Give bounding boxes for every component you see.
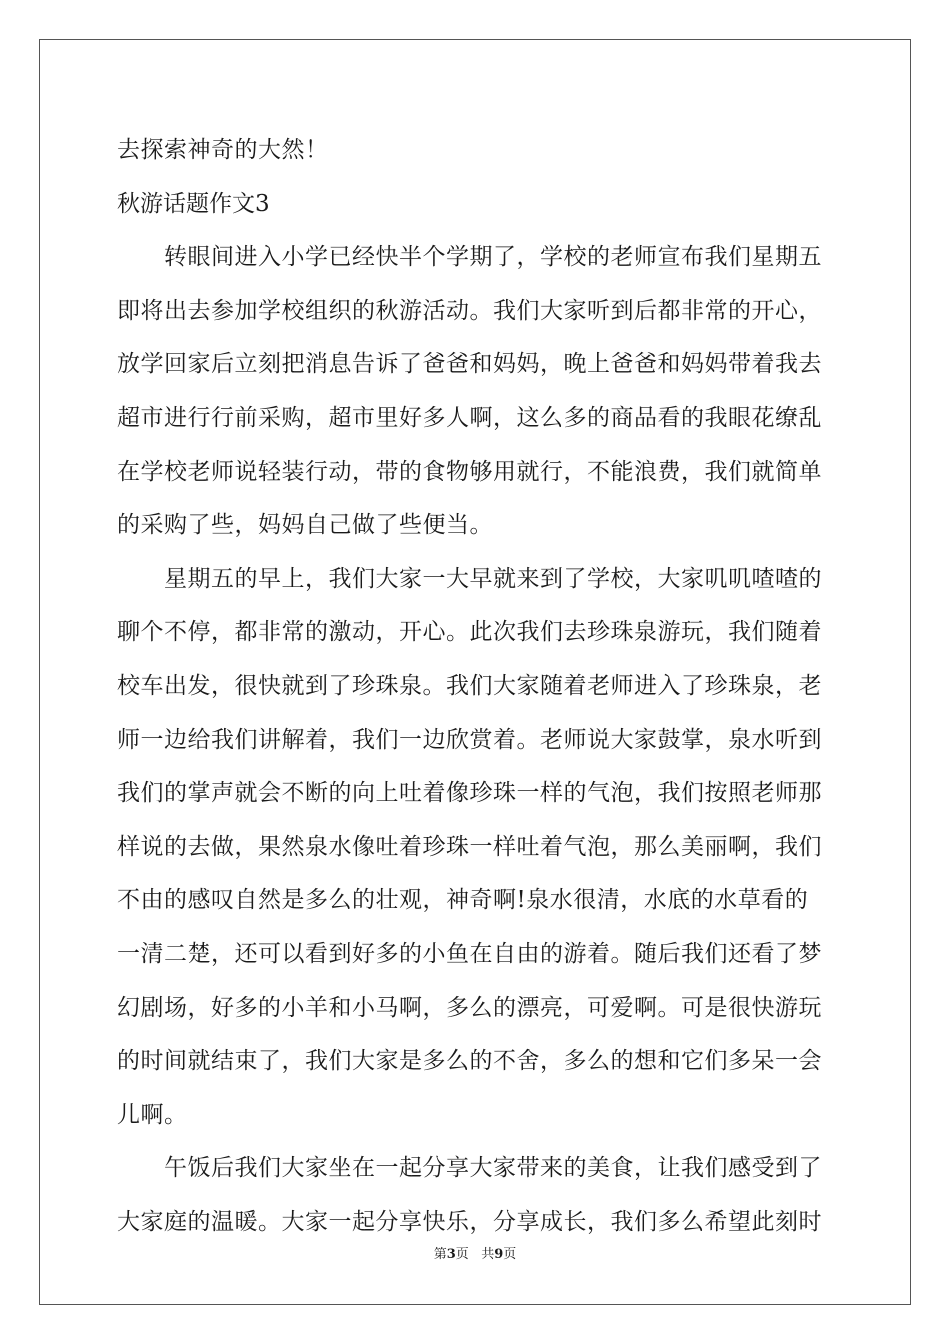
text-line: 在学校老师说轻装行动，带的食物够用就行，不能浪费，我们就简单: [117, 458, 822, 485]
total-page-number: 9: [494, 1247, 504, 1262]
page-label-prefix: 第: [433, 1247, 447, 1262]
text-line: 我们的掌声就会不断的向上吐着像珍珠一样的气泡，我们按照老师那: [117, 780, 822, 807]
text-line: 不由的感叹自然是多么的壮观，神奇啊!泉水很清，水底的水草看的: [117, 887, 809, 914]
text-line: 午饭后我们大家坐在一起分享大家带来的美食，让我们感受到了: [117, 1155, 822, 1182]
page-label-suffix: 页: [455, 1247, 469, 1262]
current-page-number: 3: [446, 1247, 456, 1262]
text-line: 即将出去参加学校组织的秋游活动。我们大家听到后都非常的开心，: [117, 297, 822, 324]
text-line: 幻剧场，好多的小羊和小马啊，多么的漂亮，可爱啊。可是很快游玩: [117, 994, 822, 1021]
text-line: 去探索神奇的大然！: [117, 137, 329, 163]
text-line: 星期五的早上，我们大家一大早就来到了学校，大家叽叽喳喳的: [117, 565, 822, 592]
text-line: 大家庭的温暖。大家一起分享快乐，分享成长，我们多么希望此刻时: [117, 1208, 822, 1235]
text-line: 转眼间进入小学已经快半个学期了，学校的老师宣布我们星期五: [117, 244, 822, 271]
text-line: 的采购了些，妈妈自己做了些便当。: [117, 512, 493, 539]
total-label-suffix: 页: [503, 1247, 517, 1262]
text-line: 师一边给我们讲解着，我们一边欣赏着。老师说大家鼓掌，泉水听到: [117, 726, 822, 753]
text-line: 放学回家后立刻把消息告诉了爸爸和妈妈，晚上爸爸和妈妈带着我去: [117, 351, 822, 378]
text-line: 校车出发，很快就到了珍珠泉。我们大家随着老师进入了珍珠泉，老: [117, 672, 822, 699]
total-label-prefix: 共: [481, 1247, 495, 1262]
text-line: 儿啊。: [117, 1101, 188, 1128]
text-line: 超市进行行前采购，超市里好多人啊，这么多的商品看的我眼花缭乱: [117, 404, 822, 431]
section-title: 秋游话题作文3: [117, 190, 270, 217]
text-line: 样说的去做，果然泉水像吐着珍珠一样吐着气泡，那么美丽啊，我们: [117, 833, 822, 860]
page-footer: [0, 1246, 950, 1264]
document-body: [117, 126, 835, 1251]
text-line: 一清二楚，还可以看到好多的小鱼在自由的游着。随后我们还看了梦: [117, 940, 822, 967]
text-line: 的时间就结束了，我们大家是多么的不舍，多么的想和它们多呆一会: [117, 1048, 822, 1075]
text-line: 聊个不停，都非常的激动，开心。此次我们去珍珠泉游玩，我们随着: [117, 619, 822, 646]
